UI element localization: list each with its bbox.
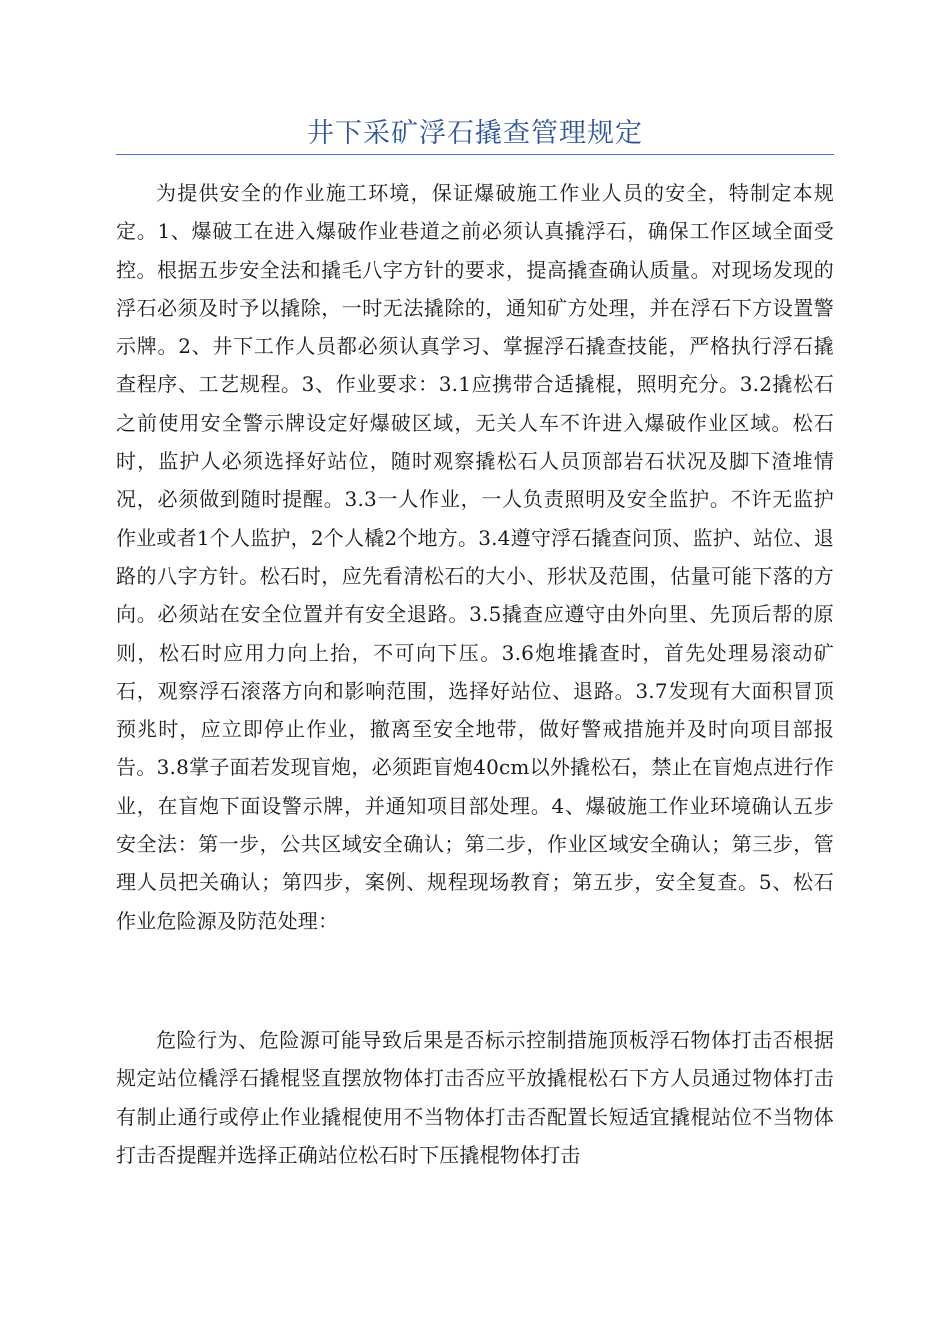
title-underline <box>116 154 834 155</box>
document-title: 井下采矿浮石撬查管理规定 <box>307 118 643 149</box>
body-paragraph-2: 危险行为、危险源可能导致后果是否标示控制措施顶板浮石物体打击否根据规定站位橇浮石撬棍竖直摆放物体打击否应平放撬棍松石下方人员通过物体打击有制止通行或停止作业撬棍使用不当物体打击否配置长短适宜撬棍站位不当物体打击否提醒并选择正确站位松石时下压撬棍物体打击 <box>116 1028 834 1167</box>
body-paragraph-1: 为提供安全的作业施工环境，保证爆破施工作业人员的安全，特制定本规定。1、爆破工在进入爆破作业巷道之前必须认真撬浮石，确保工作区域全面受控。根据五步安全法和撬毛八字方针的要求，提高撬查确认质量。对现场发现的浮石必须及时予以撬除，一时无法撬除的，通知矿方处理，并在浮石下方设置警示牌。2、井下工作人员都必须认真学习、掌握浮石撬查技能，严格执行浮石撬查程序、工艺规程。3、作业要求：3.1应携带合适撬棍，照明充分。3.2撬松石之前使用安全警示牌设定好爆破区域，无关人车不许进入爆破作业区域。松石时，监护人必须选择好站位，随时观察撬松石人员顶部岩石状况及脚下渣堆情况，必须做到随时提醒。3.3一人作业，一人负责照明及安全监护。不许无监护作业或者1个人监护，2个人橇2个地方。3.4遵守浮石撬查问顶、监护、站位、退路的八字方针。松石时，应先看清松石的大小、形状及范围，估量可能下落的方向。必须站在安全位置并有安全退路。3.5撬查应遵守由外向里、先顶后帮的原则，松石时应用力向上抬，不可向下压。3.6炮堆撬查时，首先处理易滚动矿石，观察浮石滚落方向和影响范围，选择好站位、退路。3.7发现有大面积冒顶预兆时，应立即停止作业，撤离至安全地带，做好警戒措施并及时向项目部报告。3.8掌子面若发现盲炮，必须距盲炮40cm以外撬松石，禁止在盲炮点进行作业，在盲炮下面设警示牌，并通知项目部处理。4、爆破施工作业环境确认五步安全法：第一步，公共区域安全确认；第二步，作业区域安全确认；第三步，管理人员把关确认；第四步，案例、规程现场教育；第五步，安全复查。5、松石作业危险源及防范处理： <box>116 181 834 933</box>
